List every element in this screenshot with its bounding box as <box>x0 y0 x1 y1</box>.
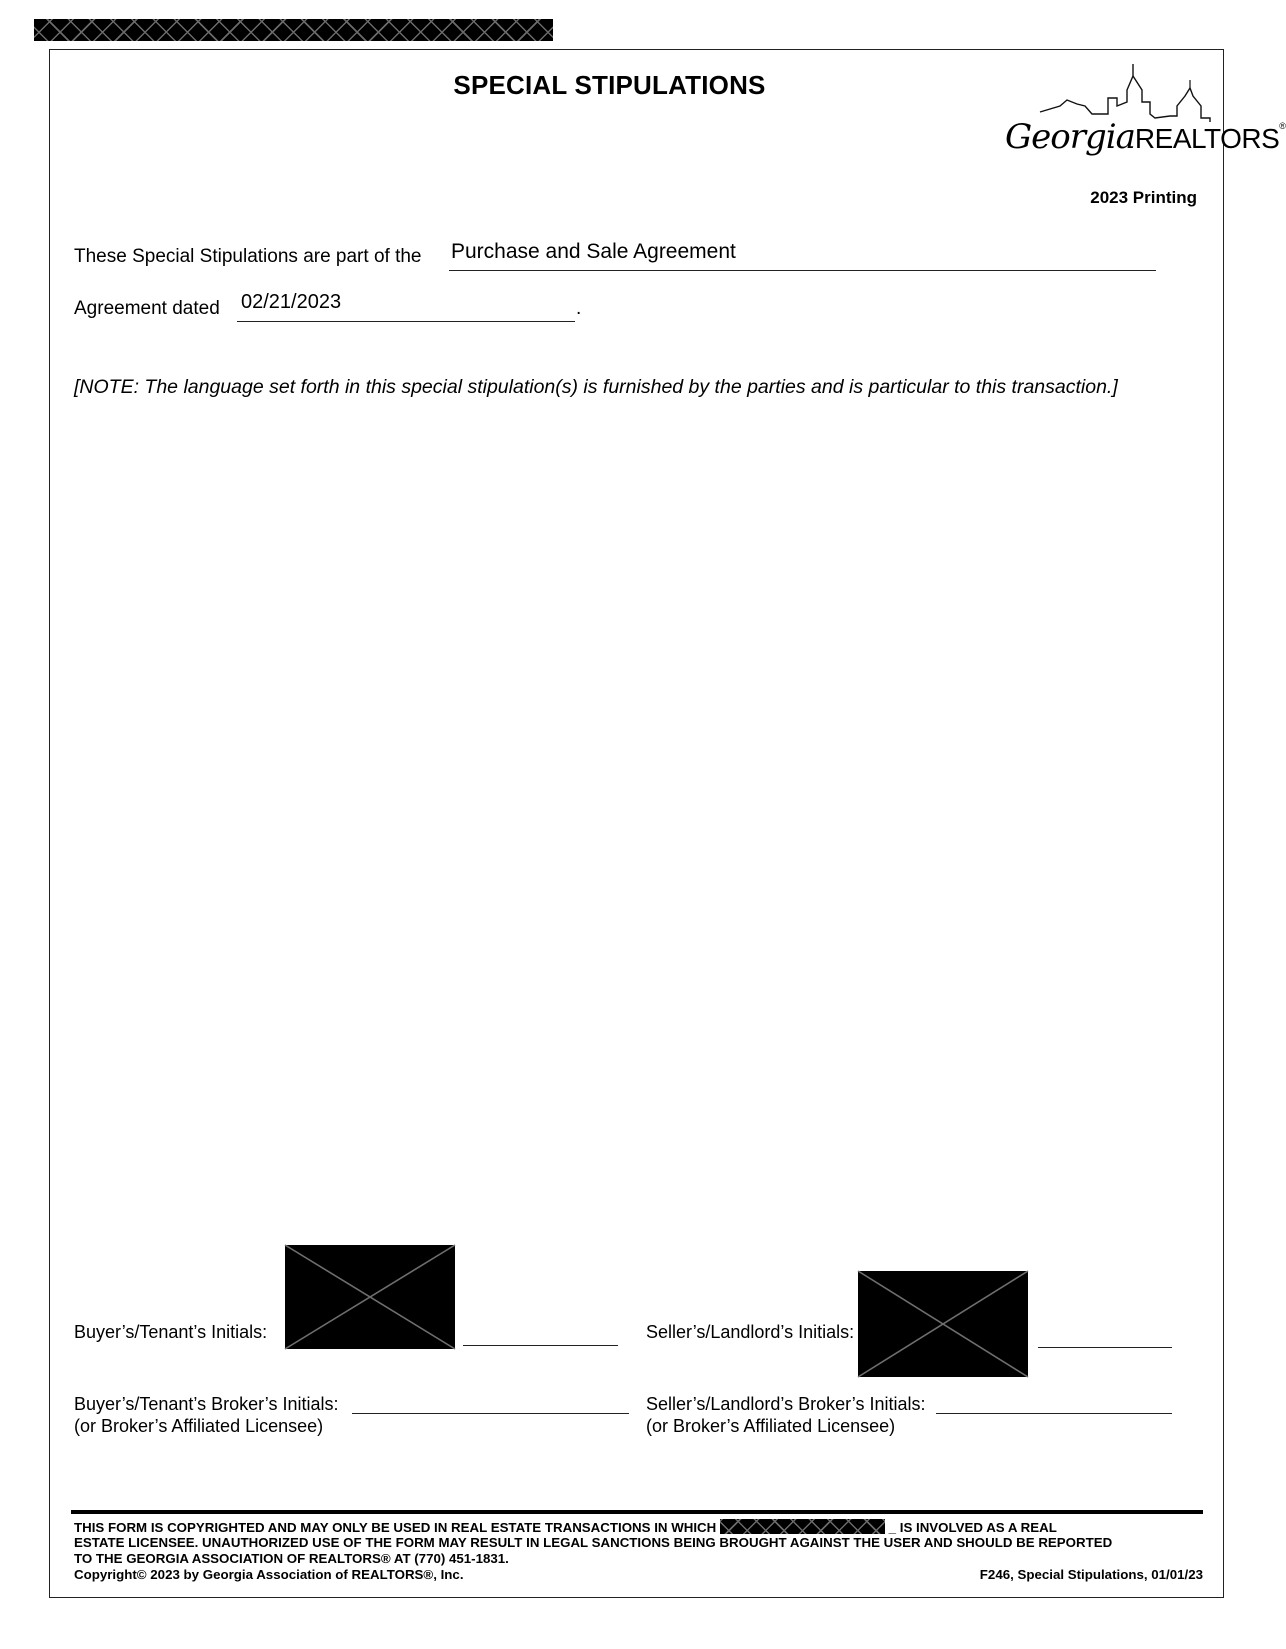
footer-line-1 <box>74 1519 1057 1536</box>
printing-year: 2023 Printing <box>1090 188 1197 207</box>
form-identifier: F246, Special Stipulations, 01/01/23 <box>979 1567 1203 1582</box>
registered-mark: ® <box>1279 121 1286 131</box>
footer-line-1-pre: THIS FORM IS COPYRIGHTED AND MAY ONLY BE USED IN REAL ESTATE TRANSACTIONS IN WHICH <box>74 1520 717 1535</box>
stipulations-body[interactable] <box>74 410 1204 1210</box>
footer-line-1-post: _ IS INVOLVED AS A REAL <box>888 1520 1057 1535</box>
seller-broker-initials-line[interactable] <box>936 1413 1172 1414</box>
seller-initials-line[interactable] <box>1038 1347 1172 1348</box>
buyer-broker-initials-line[interactable] <box>352 1413 629 1414</box>
footer-line-2: ESTATE LICENSEE. UNAUTHORIZED USE OF THE FORM MAY RESULT IN LEGAL SANCTIONS BEING BROUGHT AGAINST THE USER AND SHOULD BE REPORTED <box>74 1535 1113 1550</box>
seller-broker-sub-label: (or Broker’s Affiliated Licensee) <box>646 1416 896 1436</box>
buyer-initials-line[interactable] <box>463 1345 618 1346</box>
agreement-label: These Special Stipulations are part of the <box>74 246 422 267</box>
georgia-realtors-logo <box>1005 62 1286 172</box>
agreement-type-underline <box>449 270 1156 271</box>
seller-initials-label: Seller’s/Landlord’s Initials: <box>646 1322 855 1342</box>
agreement-date-label: Agreement dated <box>74 298 220 319</box>
agreement-date-underline <box>237 321 575 322</box>
agreement-date-period: . <box>576 298 582 319</box>
footer-line-3: TO THE GEORGIA ASSOCIATION OF REALTORS® AT (770) 451-1831. <box>74 1551 509 1566</box>
copyright-notice: Copyright© 2023 by Georgia Association of REALTORS®, Inc. <box>74 1567 464 1582</box>
redacted-seller-initials <box>858 1271 1028 1377</box>
logo-word: REALTORS <box>1134 123 1280 154</box>
redacted-buyer-initials <box>285 1245 455 1349</box>
footer-divider <box>71 1510 1203 1514</box>
logo-script: Georgia <box>1005 117 1135 157</box>
redacted-header-bar <box>34 19 553 41</box>
seller-broker-initials-label: Seller’s/Landlord’s Broker’s Initials: <box>646 1394 926 1414</box>
buyer-broker-initials-label: Buyer’s/Tenant’s Broker’s Initials: <box>74 1394 339 1414</box>
redaction-x-icon <box>285 1245 455 1349</box>
stipulation-note: [NOTE: The language set forth in this special stipulation(s) is furnished by the parties and is particular to this transaction.] <box>74 376 1118 398</box>
buyer-broker-sub-label: (or Broker’s Affiliated Licensee) <box>74 1416 324 1436</box>
redaction-x-icon <box>858 1271 1028 1377</box>
buyer-initials-label: Buyer’s/Tenant’s Initials: <box>74 1322 268 1342</box>
page-title-text: SPECIAL STIPULATIONS <box>453 70 766 100</box>
agreement-date-field[interactable]: 02/21/2023 <box>241 291 342 313</box>
agreement-type-field[interactable]: Purchase and Sale Agreement <box>451 240 736 263</box>
redacted-company-name <box>720 1519 885 1534</box>
logo-wordmark <box>1005 117 1286 157</box>
